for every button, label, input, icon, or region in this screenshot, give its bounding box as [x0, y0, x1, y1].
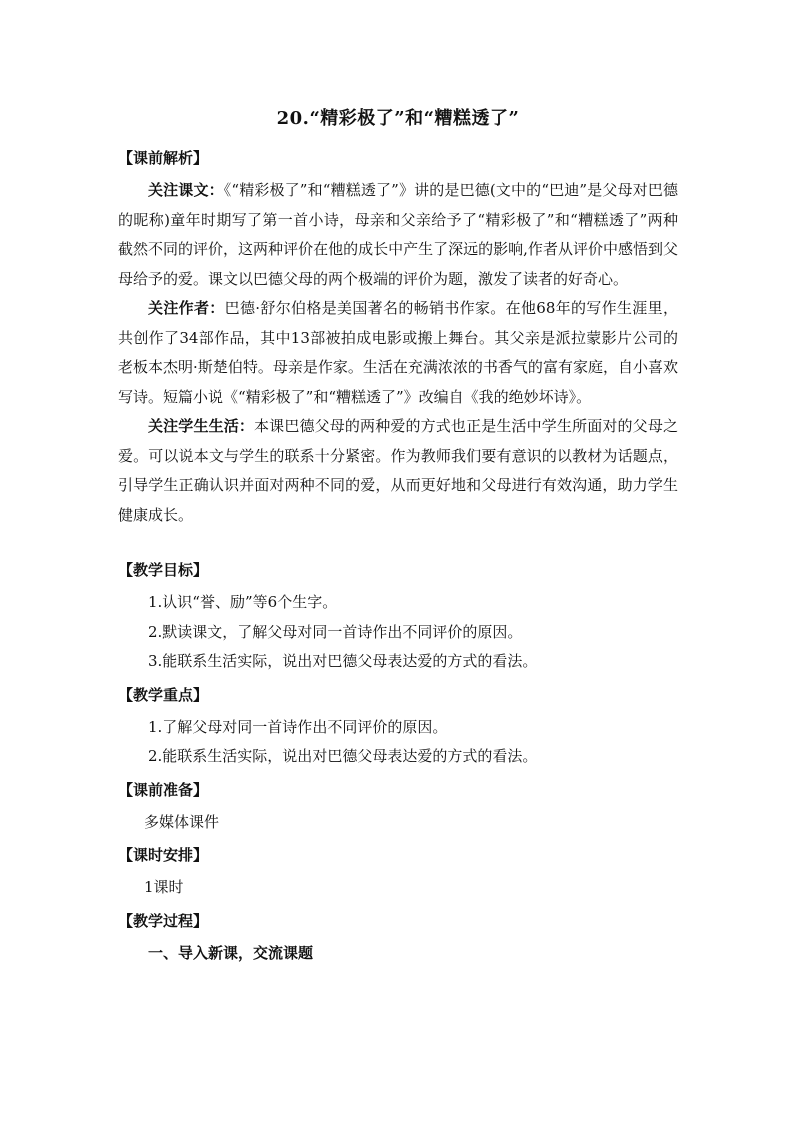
keypoint-item: 1.了解父母对同一首诗作出不同评价的原因。 — [148, 717, 448, 736]
prep-text: 多媒体课件 — [144, 812, 220, 831]
section-heading-prep: 【课前准备】 — [118, 780, 209, 799]
lesson-title: 20.“精彩极了”和“糟糕透了” — [276, 108, 520, 129]
section-spacer — [118, 530, 678, 552]
schedule-text: 1课时 — [144, 878, 184, 896]
paragraph-lead: 关注作者： — [148, 299, 225, 317]
paragraph-text: 本课巴德父母的两种爱的方式也正是生活中学生所面对的父母之爱。可以说本文与学生的联系十分紧密。作为教师我们要有意识的以教材为话题点，引导学生正确认识并面对两种不同的爱，从而更好地和父母进行有效沟通，助力学生健康成长。 — [118, 417, 678, 524]
section-heading-keypoints: 【教学重点】 — [118, 685, 209, 704]
section-heading-analysis: 【课前解析】 — [118, 149, 209, 167]
goal-item: 3.能联系生活实际，说出对巴德父母表达爱的方式的看法。 — [148, 652, 538, 670]
document-body — [118, 104, 678, 968]
paragraph-lead: 关注课文： — [148, 181, 224, 199]
paragraph-focus-author — [118, 294, 678, 412]
section-heading-goals: 【教学目标】 — [118, 561, 209, 579]
section-heading-process: 【教学过程】 — [118, 911, 209, 930]
goal-item: 2.默读课文，了解父母对同一首诗作出不同评价的原因。 — [148, 622, 523, 641]
paragraph-text: 《“精彩极了”和“糟糕透了”》讲的是巴德(文中的“巴迪”是父母对巴德的昵称)童年时期写了第一首小诗，母亲和父亲给予了“精彩极了”和“糟糕透了”两种截然不同的评价，这两种评价在他的成长中产生了深远的影响,作者从评价中感悟到父母给予的爱。课文以巴德父母的两个极端的评价为题，激发了读者的好奇心。 — [118, 181, 678, 288]
paragraph-lead: 关注学生生活： — [148, 417, 255, 435]
paragraph-focus-text — [118, 176, 678, 294]
keypoint-item: 2.能联系生活实际，说出对巴德父母表达爱的方式的看法。 — [148, 747, 538, 765]
process-step-heading: 一、导入新课，交流课题 — [148, 943, 314, 962]
paragraph-focus-student-life — [118, 412, 678, 530]
paragraph-text: 巴德·舒尔伯格是美国著名的畅销书作家。在他68年的写作生涯里，共创作了34部作品，其中13部被拍成电影或搬上舞台。其父亲是派拉蒙影片公司的老板本杰明·斯楚伯特。母亲是作家。生活在充满浓浓的书香气的富有家庭，自小喜欢写诗。短篇小说《“精彩极了”和“糟糕透了”》改编自《我的绝妙坏诗》。 — [118, 299, 678, 406]
section-heading-schedule: 【课时安排】 — [118, 846, 209, 864]
goal-item: 1.认识“誉、励”等6个生字。 — [148, 593, 338, 611]
